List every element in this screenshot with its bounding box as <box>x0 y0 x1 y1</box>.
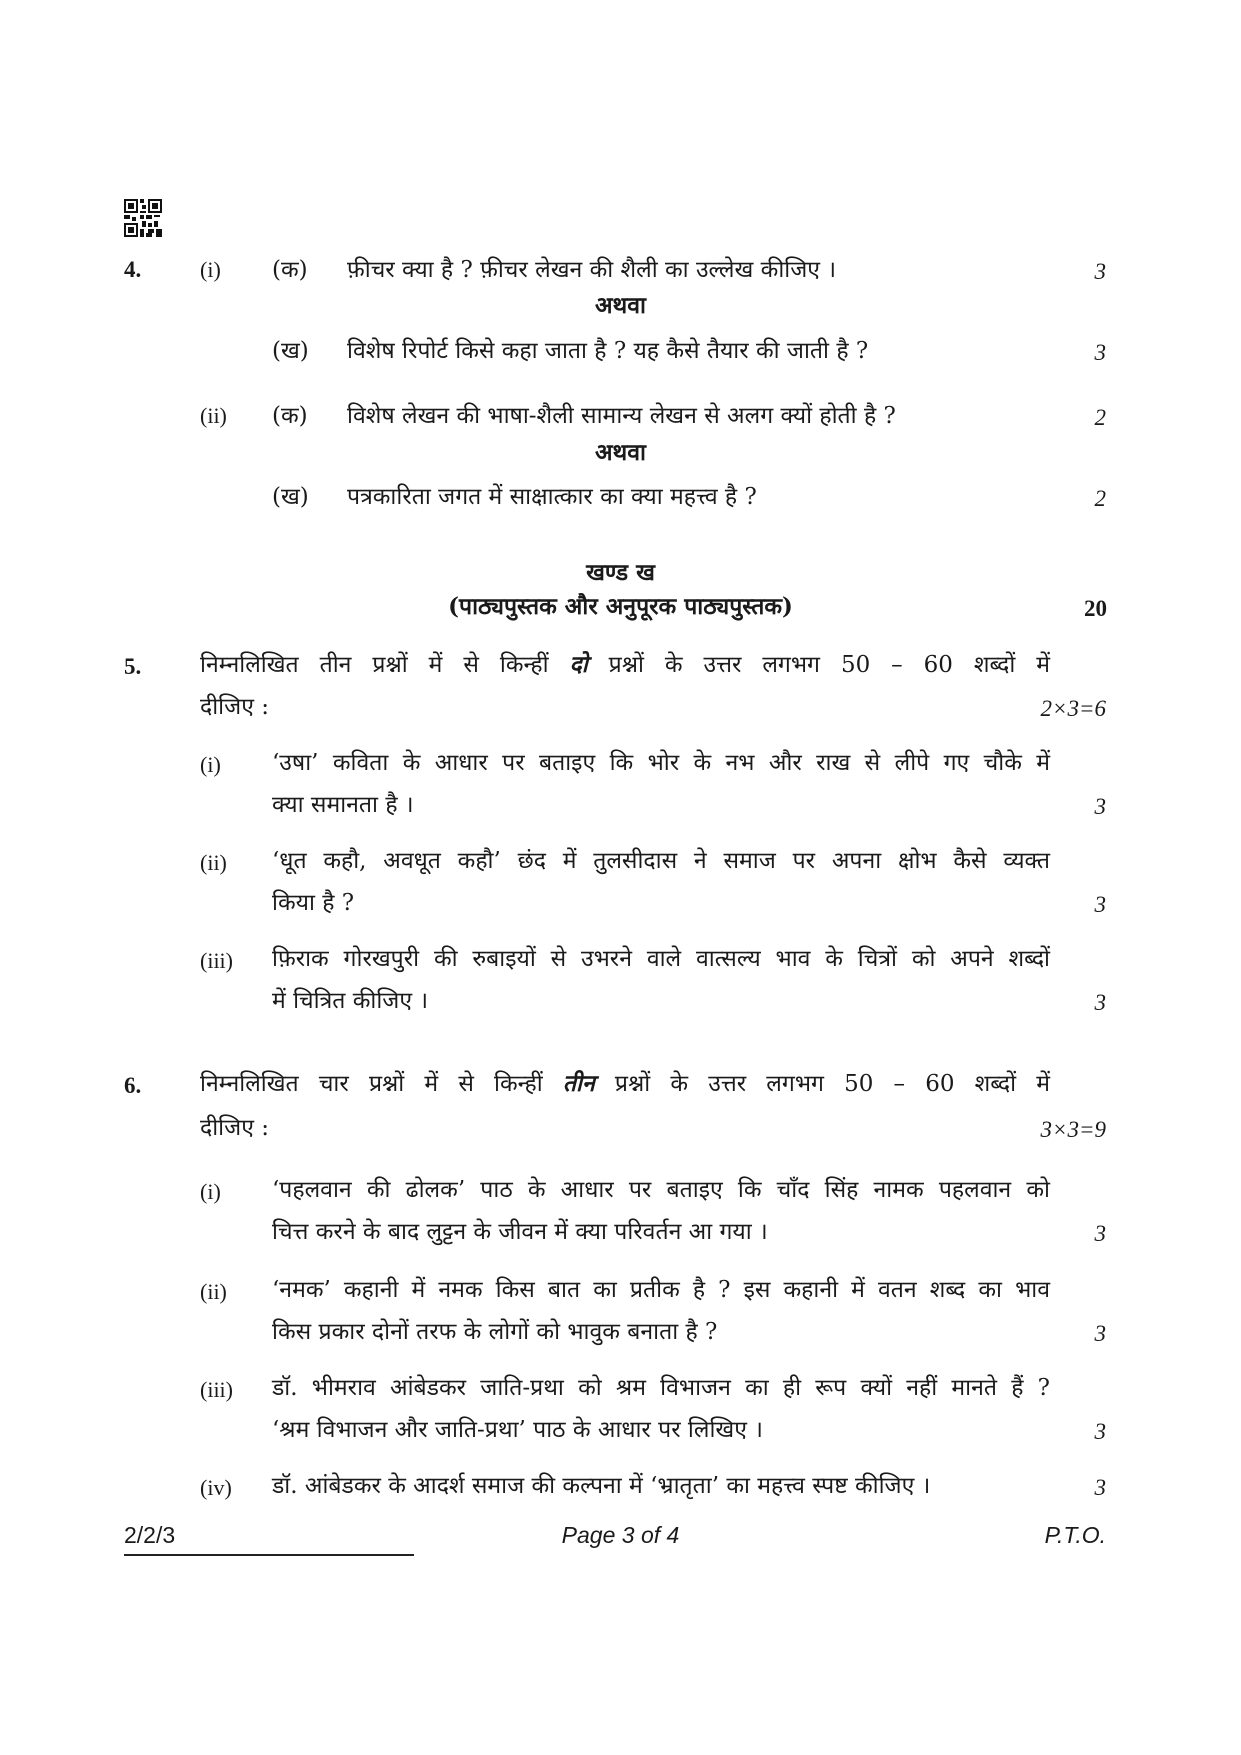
q6-i-label: (i) <box>200 1179 221 1204</box>
pto-label: P.T.O. <box>1044 1522 1106 1548</box>
q5-ii-line2: किया है ? <box>272 890 355 916</box>
q5-iii-label: (iii) <box>200 948 233 973</box>
q6-intro-pre: निम्नलिखित चार प्रश्नों में से किन्हीं <box>200 1071 543 1097</box>
q5-i-line2: क्या समानता है । <box>272 792 414 818</box>
q6-i-marks: 3 <box>1094 1221 1106 1246</box>
q4-i-kha-marks: 3 <box>1094 340 1106 365</box>
q6-ii-line2: किस प्रकार दोनों तरफ के लोगों को भावुक बनाता है ? <box>272 1319 718 1345</box>
section-subtitle: (पाठ्यपुस्तक और अनुपूरक पाठ्यपुस्तक) <box>448 593 793 620</box>
q6-ii-marks: 3 <box>1094 1321 1106 1346</box>
q5-iii-marks: 3 <box>1094 990 1106 1015</box>
footer-divider <box>124 1554 414 1556</box>
q5-i-line1: ‘उषा’ कविता के आधार पर बताइए कि भोर के नभ और राख से लीपे गए चौके में <box>272 750 1050 776</box>
q6-number: 6. <box>124 1073 142 1098</box>
qr-code-icon <box>124 199 162 237</box>
q6-iii-marks: 3 <box>1094 1419 1106 1444</box>
q4-ii-or: अथवा <box>594 439 646 466</box>
q5-ii-marks: 3 <box>1094 892 1106 917</box>
q6-iii-label: (iii) <box>200 1377 233 1402</box>
q4-number: 4. <box>124 257 142 282</box>
q5-number: 5. <box>124 654 142 679</box>
q6-iv-line1: डॉ. आंबेडकर के आदर्श समाज की कल्पना में ‘भ्रातृता’ का महत्त्व स्पष्ट कीजिए । <box>272 1473 931 1499</box>
q4-i-ka-text: फ़ीचर क्या है ? फ़ीचर लेखन की शैली का उल्लेख कीजिए । <box>347 257 837 283</box>
q6-marks: 3×3=9 <box>1040 1117 1106 1142</box>
q6-intro <box>200 1067 1050 1101</box>
q6-intro-em: तीन <box>562 1070 595 1097</box>
q4-i-kha-label: (ख) <box>272 338 309 364</box>
q5-intro <box>200 648 1050 682</box>
q4-ii-label: (ii) <box>200 403 227 428</box>
q6-intro-post: प्रश्नों के उत्तर लगभग 50 – 60 शब्दों में <box>614 1071 1051 1097</box>
paper-code: 2/2/3 <box>124 1522 176 1548</box>
q4-ii-kha-label: (ख) <box>272 484 309 510</box>
q5-ii-line1: ‘धूत कहौ, अवधूत कहौ’ छंद में तुलसीदास ने समाज पर अपना क्षोभ कैसे व्यक्त <box>272 848 1050 874</box>
q5-intro-pre: निम्नलिखित तीन प्रश्नों में से किन्हीं <box>200 652 549 678</box>
q5-intro-line2: दीजिए : <box>200 694 269 720</box>
q6-iv-marks: 3 <box>1094 1475 1106 1500</box>
q4-i-or: अथवा <box>594 292 646 319</box>
q5-ii-label: (ii) <box>200 850 227 875</box>
q5-i-label: (i) <box>200 752 221 777</box>
q4-i-label: (i) <box>200 257 221 282</box>
q4-ii-kha-text: पत्रकारिता जगत में साक्षात्कार का क्या महत्त्व है ? <box>347 484 757 510</box>
q4-i-ka-label: (क) <box>272 257 308 283</box>
q6-ii-label: (ii) <box>200 1279 227 1304</box>
q6-ii-line1: ‘नमक’ कहानी में नमक किस बात का प्रतीक है ? इस कहानी में वतन शब्द का भाव <box>272 1277 1050 1303</box>
q6-iii-line1: डॉ. भीमराव आंबेडकर जाति-प्रथा को श्रम विभाजन का ही रूप क्यों नहीं मानते हैं ? <box>272 1375 1050 1401</box>
q6-iii-line2: ‘श्रम विभाजन और जाति-प्रथा’ पाठ के आधार पर लिखिए । <box>272 1417 763 1443</box>
q5-intro-post: प्रश्नों के उत्तर लगभग 50 – 60 शब्दों में <box>608 652 1050 678</box>
section-marks: 20 <box>1084 596 1107 621</box>
q5-i-marks: 3 <box>1094 794 1106 819</box>
q6-i-line2: चित्त करने के बाद लुट्टन के जीवन में क्या परिवर्तन आ गया । <box>272 1219 768 1245</box>
q4-i-ka-marks: 3 <box>1094 259 1106 284</box>
q6-intro-line2: दीजिए : <box>200 1115 269 1141</box>
q4-i-kha-text: विशेष रिपोर्ट किसे कहा जाता है ? यह कैसे तैयार की जाती है ? <box>347 338 869 364</box>
q5-iii-line1: फ़िराक गोरखपुरी की रुबाइयों से उभरने वाले वात्सल्य भाव के चित्रों को अपने शब्दों <box>272 946 1050 972</box>
q5-iii-line2: में चित्रित कीजिए । <box>272 988 429 1014</box>
q4-ii-ka-text: विशेष लेखन की भाषा-शैली सामान्य लेखन से अलग क्यों होती है ? <box>347 403 896 429</box>
q5-marks: 2×3=6 <box>1040 696 1106 721</box>
page-number: Page 3 of 4 <box>561 1522 680 1548</box>
section-title: खण्ड ख <box>586 559 655 586</box>
q4-ii-kha-marks: 2 <box>1094 486 1106 511</box>
q5-intro-em: दो <box>569 651 588 678</box>
q6-i-line1: ‘पहलवान की ढोलक’ पाठ के आधार पर बताइए कि चाँद सिंह नामक पहलवान को <box>272 1177 1050 1203</box>
q4-ii-ka-marks: 2 <box>1094 405 1106 430</box>
q4-ii-ka-label: (क) <box>272 403 308 429</box>
q6-iv-label: (iv) <box>200 1475 232 1500</box>
